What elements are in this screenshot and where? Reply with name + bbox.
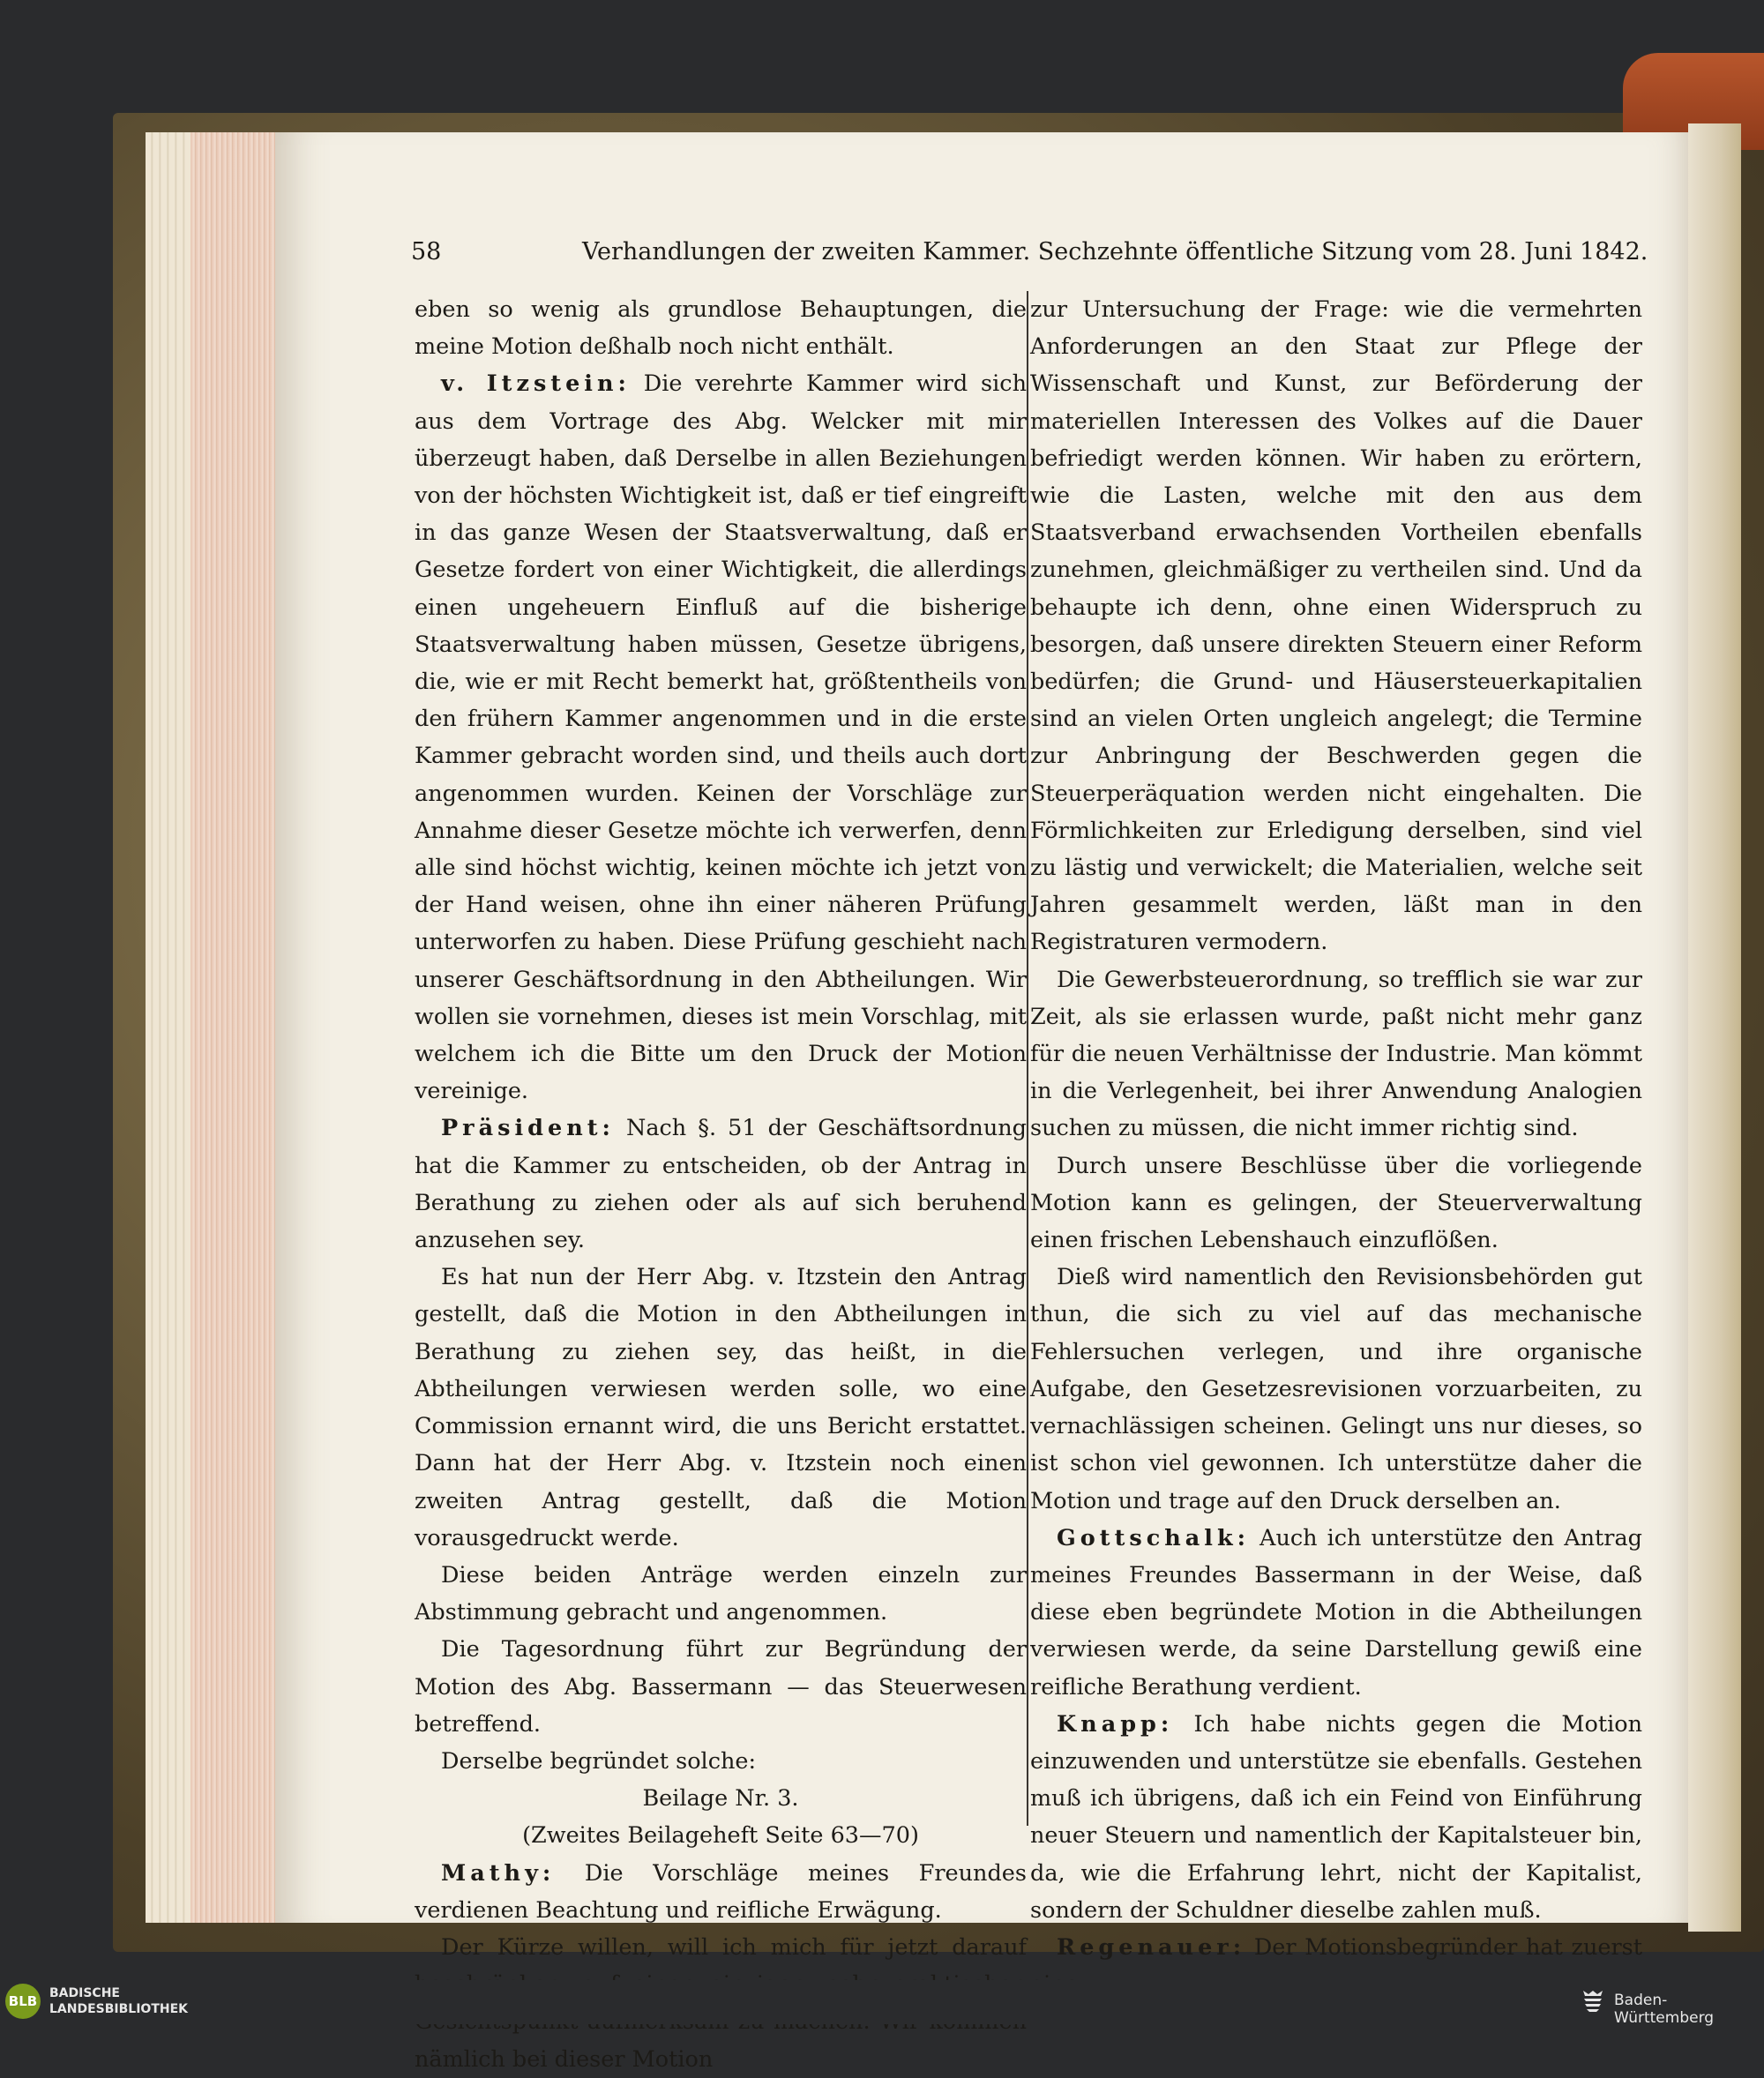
right-text-column bbox=[1030, 291, 1642, 2003]
paragraph bbox=[415, 1110, 1027, 1259]
page-number: 58 bbox=[411, 238, 442, 265]
paragraph-text: Auch ich unterstütze den Antrag meines Freundes Bassermann in der Weise, daß diese eben begründete Motion in die Abtheilungen verwiesen werde, da seine Darstellung gewiß eine reifliche Berathung verdient. bbox=[1030, 1524, 1642, 1701]
paragraph-text: Diese beiden Anträge werden einzeln zur Abstimmung gebracht und angenommen. bbox=[415, 1561, 1027, 1626]
paragraph bbox=[415, 1743, 1027, 1780]
paragraph-text: Es hat nun der Herr Abg. v. Itzstein den Antrag gestellt, daß die Motion in den Abtheilungen in Berathung zu ziehen sey, das heißt, in die Abtheilungen verwiesen werden solle, wo eine Commission ernannt wird, die uns Bericht erstattet. Dann hat der Herr Abg. v. Itzstein noch einen zweiten Antrag gestellt, daß die Motion vorausgedruckt werde. bbox=[415, 1264, 1027, 1551]
paragraph bbox=[1030, 1147, 1642, 1260]
paragraph bbox=[1030, 1706, 1642, 1929]
paragraph-text: Derselbe begründet solche: bbox=[441, 1747, 757, 1775]
speaker-name: Regenauer: bbox=[1057, 1933, 1246, 1961]
speaker-name: Präsident: bbox=[441, 1115, 615, 1142]
paragraph-text: Die Tagesordnung führt zur Begründung der Motion des Abg. Bassermann — das Steuerwesen betreffend. bbox=[415, 1636, 1027, 1738]
paragraph bbox=[1030, 961, 1642, 1147]
paragraph bbox=[415, 1259, 1027, 1557]
paragraph bbox=[415, 291, 1027, 365]
library-name-line1: BADISCHE bbox=[49, 1986, 120, 2000]
paragraph bbox=[415, 1855, 1027, 1929]
blb-logo[interactable]: BLB bbox=[5, 1984, 41, 2019]
paragraph-text: Die verehrte Kammer wird sich aus dem Vortrage des Abg. Welcker mit mir überzeugt haben, daß Derselbe in allen Beziehungen von der höchsten Wichtigkeit ist, daß er tief eingreift in das ganze Wesen der Staatsverwaltung, daß er Gesetze fordert von einer Wichtigkeit, die allerdings einen ungeheuern Einfluß auf die bisherige Staatsverwaltung haben müssen, Gesetze übrigens, die, wie er mit Recht bemerkt hat, größtentheils von den frühern Kammer angenommen und in die erste Kammer gebracht worden sind, und theils auch dort angenommen wurden. Keinen der Vorschläge zur Annahme dieser Gesetze möchte ich verwerfen, denn alle sind höchst wichtig, keinen möchte ich jetzt von der Hand weisen, ohne ihn einer näheren Prüfung unterworfen zu haben. Diese Prüfung geschieht nach unserer Geschäftsordnung in den Abtheilungen. Wir wollen sie vornehmen, dieses ist mein Vorschlag, mit welchem ich die Bitte um den Druck der Motion vereinige. bbox=[415, 370, 1027, 1105]
viewer-footer bbox=[0, 1980, 1764, 2027]
state-coat-of-arms-icon bbox=[1581, 1987, 1605, 2014]
paragraph-text: Nach §. 51 der Geschäftsordnung hat die Kammer zu entscheiden, ob der Antrag in Berathung zu ziehen oder als auf sich beruhend anzusehen sey. bbox=[415, 1115, 1027, 1254]
paragraph bbox=[1030, 291, 1642, 961]
column-divider bbox=[1027, 291, 1028, 1826]
paragraph bbox=[415, 365, 1027, 1110]
page-edge-tint bbox=[191, 132, 279, 1923]
paragraph bbox=[415, 1780, 1027, 1817]
paragraph bbox=[1030, 1520, 1642, 1706]
paragraph-text: Durch unsere Beschlüsse über die vorliegende Motion kann es gelingen, der Steuerverwaltung einen frischen Lebenshauch einzuflößen. bbox=[1030, 1152, 1642, 1254]
paragraph-text: (Zweites Beilageheft Seite 63—70) bbox=[522, 1822, 919, 1850]
paragraph-text: zur Untersuchung der Frage: wie die vermehrten Anforderungen an den Staat zur Pflege der Wissenschaft und Kunst, zur Beförderung der materiellen Interessen des Volkes auf die Dauer befriedigt werden können. Wir haben zu erörtern, wie die Lasten, welche mit den aus dem Staatsverband erwachsenden Vortheilen ebenfalls zunehmen, gleichmäßiger zu vertheilen sind. Und da behaupte ich denn, ohne einen Widerspruch zu besorgen, daß unsere direkten Steuern einer Reform bedürfen; die Grund- und Häusersteuerkapitalien sind an vielen Orten ungleich angelegt; die Termine zur Anbringung der Beschwerden gegen die Steuerperäquation werden nicht eingehalten. Die Förmlichkeiten zur Erledigung derselben, sind viel zu lästig und verwickelt; die Materialien, welche seit Jahren gesammelt werden, läßt man in den Registraturen vermodern. bbox=[1030, 296, 1642, 956]
paragraph-text: Dieß wird namentlich den Revisionsbehörden gut thun, die sich zu viel auf das mechanische Fehlersuchen verlegen, und ihre organische Aufgabe, den Gesetzesrevisionen vorzuarbeiten, zu vernachlässigen scheinen. Gelingt uns nur dieses, so ist schon viel gewonnen. Ich unterstütze daher die Motion und trage auf den Druck derselben an. bbox=[1030, 1264, 1642, 1514]
running-title: Verhandlungen der zweiten Kammer. Sechzehnte öffentliche Sitzung vom 28. Juni 1842. bbox=[582, 238, 1648, 265]
paragraph-text: Die Gewerbsteuerordnung, so trefflich sie war zur Zeit, als sie erlassen wurde, paßt nicht mehr ganz für die neuen Verhältnisse der Industrie. Man kömmt in die Verlegenheit, bei ihrer Anwendung Analogien suchen zu müssen, die nicht immer richtig sind. bbox=[1030, 966, 1642, 1142]
library-name-line2: LANDESBIBLIOTHEK bbox=[49, 2002, 189, 2016]
paragraph-text: Ich habe nichts gegen die Motion einzuwenden und unterstütze sie ebenfalls. Gestehen muß ich übrigens, daß ich ein Feind von Einführung neuer Steuern und namentlich der Kapitalsteuer bin, da, wie die Erfahrung lehrt, nicht der Kapitalist, sondern der Schuldner dieselbe zahlen muß. bbox=[1030, 1710, 1642, 1924]
book-right-edge bbox=[1688, 123, 1741, 1932]
paragraph bbox=[415, 1557, 1027, 1631]
library-name[interactable] bbox=[49, 1985, 188, 2017]
paragraph-text: Beilage Nr. 3. bbox=[642, 1785, 799, 1813]
running-header bbox=[411, 238, 1646, 273]
speaker-name: Gottschalk: bbox=[1057, 1524, 1251, 1551]
speaker-name: v. Itzstein: bbox=[441, 370, 631, 398]
paragraph-text: Die Vorschläge meines Freundes verdienen Beachtung und reifliche Erwägung. bbox=[415, 1859, 1027, 1924]
paragraph bbox=[415, 1817, 1027, 1854]
paragraph bbox=[1030, 1259, 1642, 1519]
state-name[interactable]: Baden-Württemberg bbox=[1614, 1992, 1715, 2027]
paragraph bbox=[415, 1631, 1027, 1743]
speaker-name: Mathy: bbox=[441, 1859, 556, 1887]
paragraph-text: Der Motionsbegründer hat zuerst bbox=[1253, 1933, 1642, 1961]
paragraph-text: eben so wenig als grundlose Behauptungen, die meine Motion deßhalb noch nicht enthält. bbox=[415, 296, 1027, 361]
left-text-column bbox=[415, 291, 1027, 2078]
speaker-name: Knapp: bbox=[1057, 1710, 1174, 1738]
paragraph-text: Der Kürze willen, will ich mich für jetzt darauf nämlich bei dieser Motion bbox=[415, 1933, 1027, 2073]
